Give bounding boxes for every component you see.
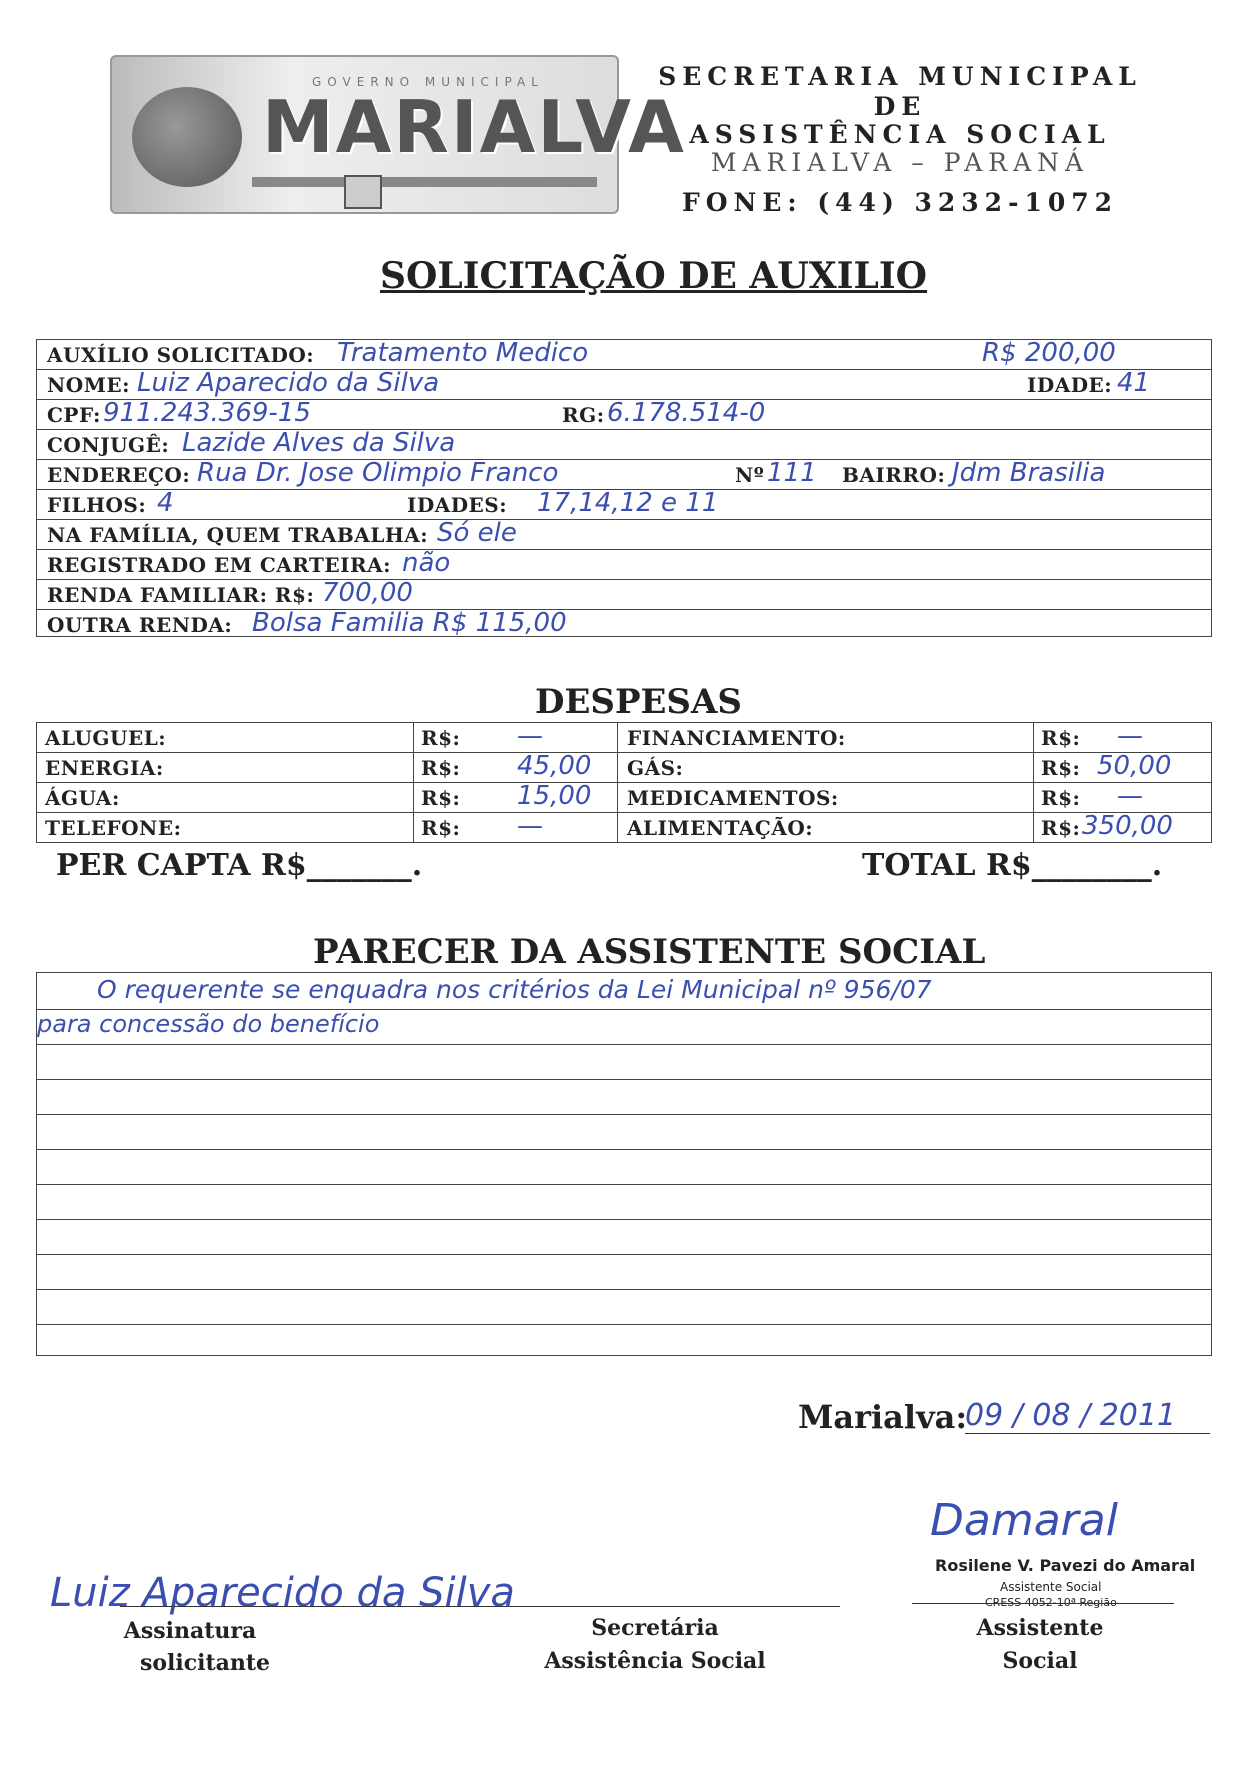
form-row-nome bbox=[37, 370, 1211, 400]
despesa-label-2: MEDICAMENTOS: bbox=[627, 786, 839, 810]
conjuge-label: CONJUGÊ: bbox=[47, 433, 170, 457]
renda-value: 700,00 bbox=[322, 578, 413, 608]
solicitante-caption-2: solicitante bbox=[139, 1650, 271, 1676]
nome-value: Luiz Aparecido da Silva bbox=[137, 368, 440, 398]
despesa-label-2: FINANCIAMENTO: bbox=[627, 726, 846, 750]
outra-renda-value: Bolsa Familia R$ 115,00 bbox=[252, 608, 567, 638]
despesas-row bbox=[37, 723, 1211, 753]
seal-icon bbox=[344, 175, 382, 209]
municipal-logo bbox=[110, 55, 686, 214]
despesa-value: — bbox=[517, 721, 543, 751]
despesa-value: 45,00 bbox=[517, 751, 592, 781]
filhos-value: 4 bbox=[157, 488, 174, 518]
parecer-line bbox=[37, 1010, 1211, 1045]
despesa-value-2: 350,00 bbox=[1082, 811, 1173, 841]
carteira-label: REGISTRADO EM CARTEIRA: bbox=[47, 553, 392, 577]
parecer-line bbox=[37, 1185, 1211, 1220]
conjuge-value: Lazide Alves da Silva bbox=[182, 428, 456, 458]
grapes-graphic bbox=[132, 87, 242, 187]
parecer-line bbox=[37, 1220, 1211, 1255]
bairro-value: Jdm Brasilia bbox=[952, 458, 1106, 488]
despesa-currency: R$: bbox=[421, 726, 461, 750]
form-row-auxilio bbox=[37, 340, 1211, 370]
despesa-currency: R$: bbox=[421, 786, 461, 810]
parecer-line bbox=[37, 1325, 1211, 1354]
idades-value: 17,14,12 e 11 bbox=[537, 488, 719, 518]
despesa-currency: R$: bbox=[421, 816, 461, 840]
logo-stripe bbox=[252, 177, 597, 187]
parecer-line bbox=[37, 973, 1211, 1010]
despesa-label: ÁGUA: bbox=[45, 786, 120, 810]
parecer-text-line2: para concessão do benefício bbox=[37, 1010, 380, 1038]
per-capta: PER CAPTA R$_______. bbox=[56, 848, 423, 883]
cpf-value: 911.243.369-15 bbox=[103, 398, 311, 428]
document-title: SOLICITAÇÃO DE AUXILIO bbox=[380, 255, 928, 297]
request-form-table bbox=[36, 339, 1212, 637]
despesa-label: ENERGIA: bbox=[45, 756, 164, 780]
secretaria-caption-1: Secretária bbox=[591, 1615, 719, 1641]
despesa-currency-2: R$: bbox=[1041, 756, 1081, 780]
despesa-currency: R$: bbox=[421, 756, 461, 780]
endereco-label: ENDEREÇO: bbox=[47, 463, 191, 487]
nome-label: NOME: bbox=[47, 373, 130, 397]
auxilio-label: AUXÍLIO SOLICITADO: bbox=[47, 343, 315, 367]
despesas-row bbox=[37, 783, 1211, 813]
despesas-table bbox=[36, 722, 1212, 843]
date-label: Marialva: bbox=[798, 1398, 968, 1436]
despesa-label: ALUGUEL: bbox=[45, 726, 167, 750]
parecer-text-line1: O requerente se enquadra nos critérios da Lei Municipal nº 956/07 bbox=[97, 975, 932, 1004]
form-row-endereco bbox=[37, 460, 1211, 490]
parecer-line bbox=[37, 1290, 1211, 1325]
despesa-currency-2: R$: bbox=[1041, 726, 1081, 750]
idades-label: IDADES: bbox=[407, 493, 508, 517]
despesa-currency-2: R$: bbox=[1041, 816, 1081, 840]
solicitante-caption-1: Assinatura bbox=[123, 1618, 257, 1644]
secretaria-caption-2: Assistência Social bbox=[544, 1648, 766, 1674]
assistente-caption-2: Social bbox=[1002, 1648, 1078, 1674]
stamp-cress: CRESS 4052-10ª Região bbox=[985, 1596, 1117, 1609]
stamp-name: Rosilene V. Pavezi do Amaral bbox=[935, 1556, 1196, 1575]
parecer-box bbox=[36, 972, 1212, 1356]
form-row-filhos bbox=[37, 490, 1211, 520]
form-row-carteira bbox=[37, 550, 1211, 580]
form-row-renda bbox=[37, 580, 1211, 610]
signature-line bbox=[120, 1606, 840, 1607]
header-line4: MARIALVA – PARANÁ bbox=[710, 148, 1090, 177]
numero-value: 111 bbox=[767, 458, 817, 488]
parecer-title: PARECER DA ASSISTENTE SOCIAL bbox=[313, 932, 986, 972]
despesa-label-2: ALIMENTAÇÃO: bbox=[627, 816, 814, 840]
rg-label: RG: bbox=[562, 403, 605, 427]
bairro-label: BAIRRO: bbox=[842, 463, 946, 487]
auxilio-amount: R$ 200,00 bbox=[982, 338, 1116, 368]
form-row-trabalha bbox=[37, 520, 1211, 550]
idade-value: 41 bbox=[1117, 368, 1151, 398]
idade-label: IDADE: bbox=[1027, 373, 1113, 397]
renda-label: RENDA FAMILIAR: R$: bbox=[47, 583, 315, 607]
parecer-line bbox=[37, 1045, 1211, 1080]
despesa-value: 15,00 bbox=[517, 781, 592, 811]
solicitante-signature: Luiz Aparecido da Silva bbox=[50, 1570, 515, 1616]
rg-value: 6.178.514-0 bbox=[607, 398, 766, 428]
date-value: 09 / 08 / 2011 bbox=[965, 1398, 1210, 1434]
despesa-label: TELEFONE: bbox=[45, 816, 182, 840]
assistente-signature: Damaral bbox=[930, 1495, 1118, 1546]
despesa-currency-2: R$: bbox=[1041, 786, 1081, 810]
despesa-label-2: GÁS: bbox=[627, 756, 684, 780]
logo-government-text: GOVERNO MUNICIPAL bbox=[312, 75, 544, 89]
header-line1: SECRETARIA MUNICIPAL bbox=[658, 62, 1142, 91]
stamp-role: Assistente Social bbox=[1000, 1580, 1102, 1594]
numero-label: Nº bbox=[735, 463, 765, 487]
trabalha-label: NA FAMÍLIA, QUEM TRABALHA: bbox=[47, 523, 429, 547]
outra-renda-label: OUTRA RENDA: bbox=[47, 613, 233, 637]
form-row-conjuge bbox=[37, 430, 1211, 460]
parecer-line bbox=[37, 1255, 1211, 1290]
despesa-value-2: 50,00 bbox=[1097, 751, 1172, 781]
parecer-line bbox=[37, 1115, 1211, 1150]
filhos-label: FILHOS: bbox=[47, 493, 147, 517]
despesa-value: — bbox=[517, 811, 543, 841]
signature-line bbox=[912, 1603, 1174, 1604]
logo-name-text: MARIALVA bbox=[262, 85, 686, 169]
total: TOTAL R$________. bbox=[862, 848, 1163, 883]
endereco-value: Rua Dr. Jose Olimpio Franco bbox=[197, 458, 559, 488]
auxilio-value: Tratamento Medico bbox=[337, 338, 589, 368]
despesas-title: DESPESAS bbox=[535, 682, 742, 722]
despesa-value-2: — bbox=[1117, 781, 1143, 811]
carteira-value: não bbox=[402, 548, 451, 578]
despesas-row bbox=[37, 813, 1211, 841]
trabalha-value: Só ele bbox=[437, 518, 517, 548]
form-row-outra-renda bbox=[37, 610, 1211, 636]
despesa-value-2: — bbox=[1117, 721, 1143, 751]
header-line3: ASSISTÊNCIA SOCIAL bbox=[689, 120, 1111, 149]
header-line2: DE bbox=[873, 92, 927, 121]
cpf-label: CPF: bbox=[47, 403, 101, 427]
form-row-cpf bbox=[37, 400, 1211, 430]
parecer-line bbox=[37, 1150, 1211, 1185]
header-phone: FONE: (44) 3232-1072 bbox=[681, 188, 1119, 217]
assistente-caption-1: Assistente bbox=[976, 1615, 1104, 1641]
parecer-line bbox=[37, 1080, 1211, 1115]
despesas-row bbox=[37, 753, 1211, 783]
